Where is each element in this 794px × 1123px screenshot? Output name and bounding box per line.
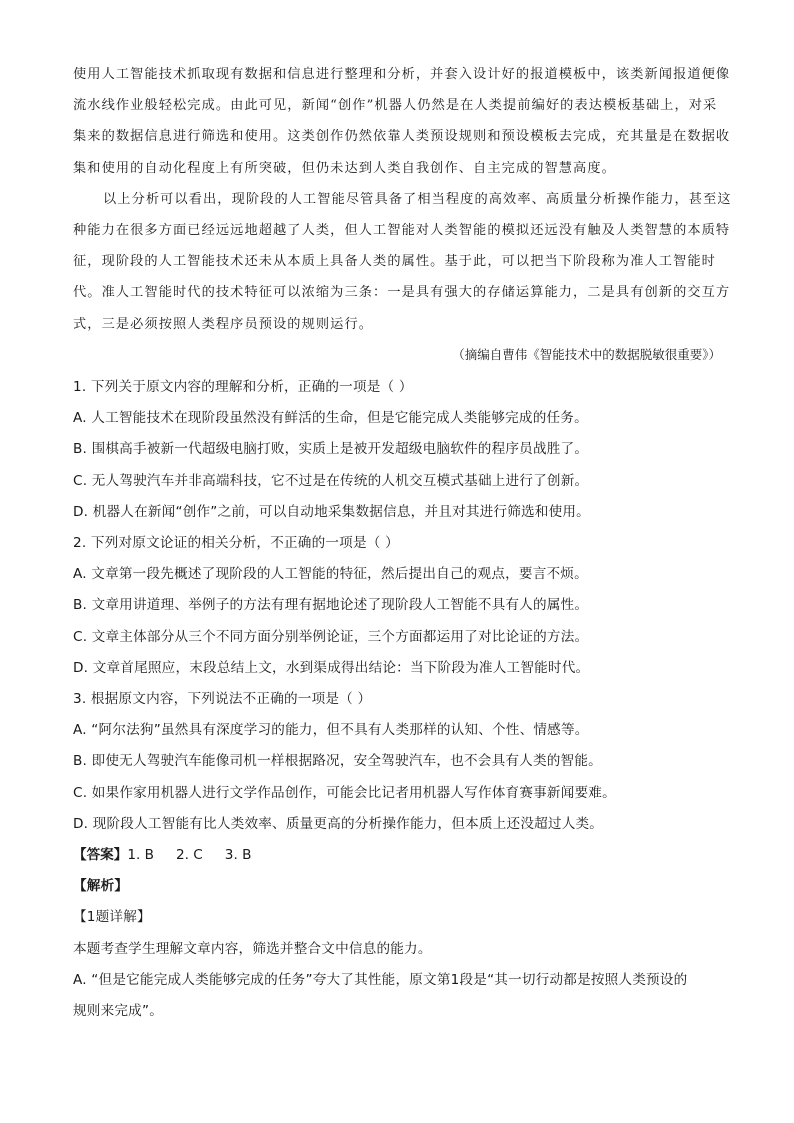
question-option: B. 围棋高手被新一代超级电脑打败，实质上是被开发超级电脑软件的程序员战胜了。: [73, 441, 589, 458]
question-option: D. 现阶段人工智能有比人类效率、质量更高的分析操作能力，但本质上还没超过人类。: [73, 815, 604, 832]
passage: [73, 59, 732, 340]
answer-line: [73, 840, 733, 871]
answer-item: 1. B: [127, 847, 154, 864]
analysis-line: 本题考查学生理解文章内容，筛选并整合文中信息的能力。: [73, 940, 432, 957]
answer-tag: 【答案】: [73, 847, 128, 864]
passage-line: 以上分析可以看出，现阶段的人工智能尽管具备了相当程度的高效率、高质量分析操作能力，甚至这: [103, 191, 732, 207]
question-option: B. 文章用讲道理、举例子的方法有理有据地论述了现阶段人工智能不具有人的属性。: [73, 597, 589, 614]
question-option: A. 人工智能技术在现阶段虽然没有鲜活的生命，但是它能完成人类能够完成的任务。: [73, 410, 588, 427]
question-option: D. 机器人在新闻“创作”之前，可以自动地采集数据信息，并且对其进行筛选和使用。: [73, 503, 590, 520]
passage-line: 集和使用的自动化程度上有所突破，但仍未达到人类自我创作、自主完成的智慧高度。: [73, 160, 616, 176]
passage-line: 式，三是必须按照人类程序员预设的规则运行。: [73, 316, 374, 332]
passage-line: 使用人工智能技术抓取现有数据和信息进行整理和分析，并套入设计好的报道模板中，该类新闻报道便像: [73, 67, 731, 82]
answer-item: 2. C: [176, 847, 203, 864]
passage-line: 种能力在很多方面已经远远地超越了人类，但人工智能对人类智能的模拟还远没有触及人类智慧的本质特: [73, 223, 731, 239]
passage-source: （摘编自曹伟《智能技术中的数据脱敏很重要》）: [452, 347, 721, 362]
passage-line: 流水线作业般轻松完成。由此可见，新闻“创作”机器人仍然是在人类提前编好的表达模板基础上，对采: [73, 98, 718, 114]
question-stem: 3. 根据原文内容，下列说法不正确的一项是（ ）: [73, 691, 372, 708]
question-option: C. 文章主体部分从三个不同方面分别举例论证，三个方面都运用了对比论证的方法。: [73, 628, 589, 645]
answer-item: 3. B: [224, 847, 252, 864]
analysis-line: 规则来完成”。: [73, 1003, 164, 1020]
passage-line: 代。准人工智能时代的技术特征可以浓缩为三条：一是具有强大的存储运算能力，二是具有创新的交互方: [73, 285, 731, 301]
question-option: C. 如果作家用机器人进行文学作品创作，可能会比记者用机器人写作体育赛事新闻要难。: [73, 784, 616, 801]
passage-line: 征，现阶段的人工智能技术还未从本质上具备人类的属性。基于此，可以把当下阶段称为准人工智能时: [73, 254, 716, 270]
question-stem: 1. 下列关于原文内容的理解和分析，正确的一项是（ ）: [73, 379, 413, 395]
question-option: A. 文章第一段先概述了现阶段的人工智能的特征，然后提出自己的观点，要言不烦。: [73, 566, 588, 583]
question-stem: 2. 下列对原文论证的相关分析，不正确的一项是（ ）: [73, 535, 399, 552]
analysis-subheading: 【1题详解】: [73, 909, 151, 926]
question-option: C. 无人驾驶汽车并非高端科技，它不过是在传统的人机交互模式基础上进行了创新。: [73, 472, 589, 489]
question-option: B. 即使无人驾驶汽车能像司机一样根据路况，安全驾驶汽车，也不会具有人类的智能。: [73, 753, 602, 770]
analysis-heading: 【解析】: [73, 878, 129, 895]
analysis-line: A. “但是它能完成人类能够完成的任务”夸大了其性能，原文第1段是“其一切行动都是按照人类预设的: [73, 971, 688, 988]
passage-line: 集来的数据信息进行筛选和使用。这类创作仍然依靠人类预设规则和预设模板去完成，充其量是在数据收: [73, 129, 731, 145]
question-option: A. “阿尔法狗”虽然具有深度学习的能力，但不具有人类那样的认知、个性、情感等。: [73, 722, 589, 739]
question-option: D. 文章首尾照应，末段总结上文，水到渠成得出结论：当下阶段为准人工智能时代。: [73, 659, 590, 676]
questions: [73, 372, 733, 1027]
